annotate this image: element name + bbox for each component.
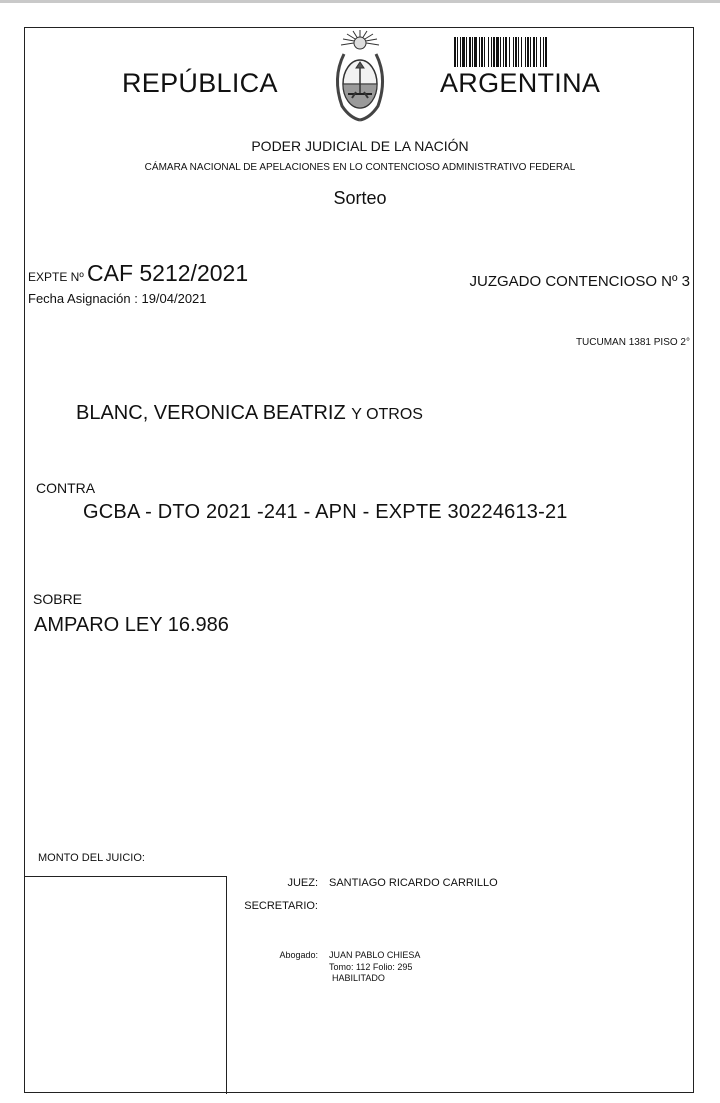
judge-label: JUEZ:: [287, 877, 318, 889]
judge-name: SANTIAGO RICARDO CARRILLO: [329, 877, 498, 889]
defendant: GCBA - DTO 2021 -241 - APN - EXPTE 30224613-21: [83, 501, 568, 523]
expte-number: CAF 5212/2021: [87, 260, 249, 286]
plaintiff: [76, 403, 423, 423]
lawyer-status: HABILITADO: [332, 973, 385, 983]
amount-box: [24, 876, 227, 1094]
expte-label: EXPTE Nº: [28, 270, 84, 284]
about-label: SOBRE: [33, 591, 83, 607]
against-label: CONTRA: [36, 480, 96, 496]
plaintiff-suffix: Y OTROS: [351, 406, 423, 423]
barcode-icon: [454, 37, 636, 67]
lawyer-registry: Tomo: 112 Folio: 295: [329, 962, 413, 972]
header-title-right: ARGENTINA: [440, 68, 601, 98]
institution-name: PODER JUDICIAL DE LA NACIÓN: [251, 138, 469, 154]
header-title-left: REPÚBLICA: [122, 68, 278, 98]
amount-label: MONTO DEL JUICIO:: [38, 852, 145, 864]
court-address: TUCUMAN 1381 PISO 2°: [575, 337, 690, 348]
case-subject: AMPARO LEY 16.986: [34, 614, 229, 636]
plaintiff-name: BLANC, VERONICA BEATRIZ: [76, 402, 346, 424]
chamber-name: CÁMARA NACIONAL DE APELACIONES EN LO CONTENCIOSO ADMINISTRATIVO FEDERAL: [144, 162, 576, 173]
secretary-label: SECRETARIO:: [244, 900, 318, 912]
court-name: JUZGADO CONTENCIOSO Nº 3: [469, 273, 690, 290]
top-separator: [0, 0, 720, 3]
assignment-date: Fecha Asignación : 19/04/2021: [28, 291, 207, 306]
document-heading: Sorteo: [333, 188, 387, 208]
argentina-coat-of-arms-icon: [326, 28, 394, 124]
lawyer-name: JUAN PABLO CHIESA: [329, 950, 421, 960]
lawyer-label: Abogado:: [279, 950, 318, 960]
